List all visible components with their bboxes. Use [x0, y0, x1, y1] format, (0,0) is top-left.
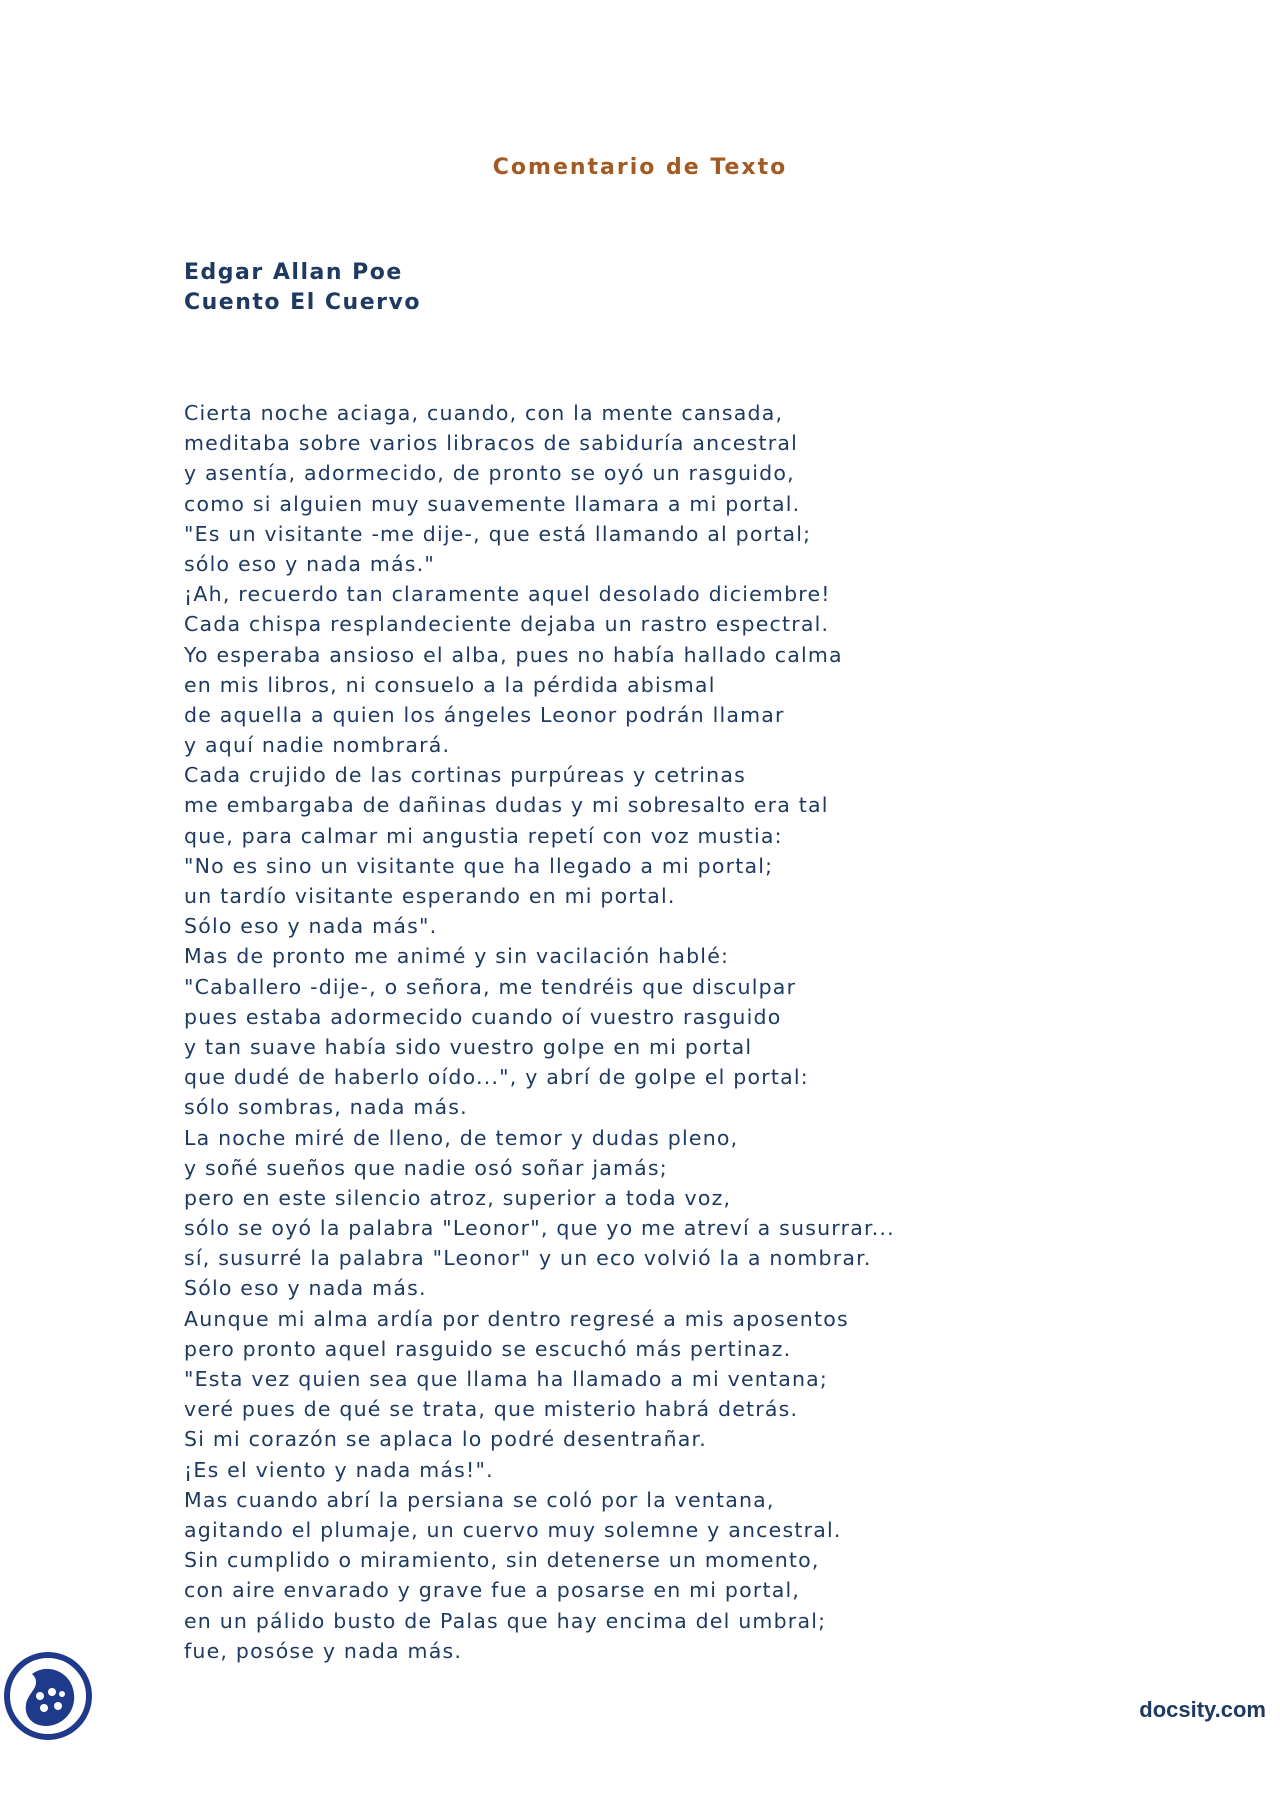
poem-line: Si mi corazón se aplaca lo podré desentrañar.: [184, 1427, 707, 1452]
poem-line: agitando el plumaje, un cuervo muy solemne y ancestral.: [184, 1517, 842, 1542]
poem-line: sólo eso y nada más.": [184, 551, 435, 576]
poem-line: que, para calmar mi angustia repetí con voz mustia:: [184, 823, 783, 848]
poem-line: pero pronto aquel rasguido se escuchó más pertinaz.: [184, 1336, 792, 1361]
poem-line: Yo esperaba ansioso el alba, pues no había hallado calma: [184, 642, 843, 667]
poem-line: con aire envarado y grave fue a posarse en mi portal,: [184, 1578, 801, 1603]
poem-line: La noche miré de lleno, de temor y dudas pleno,: [184, 1125, 739, 1150]
brand-link[interactable]: docsity.com: [1139, 1697, 1266, 1722]
docsity-logo-icon[interactable]: [2, 1650, 94, 1742]
poem-line: y aquí nadie nombrará.: [184, 733, 451, 758]
poem-line: Cada chispa resplandeciente dejaba un rastro espectral.: [184, 612, 830, 637]
poem-line: Mas cuando abrí la persiana se coló por la ventana,: [184, 1487, 775, 1512]
author-name: Edgar Allan Poe: [184, 260, 403, 285]
poem-body: [184, 398, 895, 1666]
poem-line: fue, posóse y nada más.: [184, 1638, 463, 1663]
poem-line: y soñé sueños que nadie osó soñar jamás;: [184, 1155, 668, 1180]
poem-line: Mas de pronto me animé y sin vacilación hablé:: [184, 944, 730, 969]
poem-line: "Esta vez quien sea que llama ha llamado a mi ventana;: [184, 1367, 829, 1391]
poem-line: ¡Es el viento y nada más!".: [184, 1457, 494, 1482]
document-subtitle: Cuento El Cuervo: [184, 290, 421, 315]
poem-line: sólo se oyó la palabra "Leonor", que yo me atreví a susurrar...: [184, 1216, 895, 1241]
poem-line: y asentía, adormecido, de pronto se oyó un rasguido,: [184, 461, 795, 486]
poem-line: Sólo eso y nada más.: [184, 1276, 427, 1301]
poem-line: sólo sombras, nada más.: [184, 1095, 468, 1120]
poem-line: un tardío visitante esperando en mi portal.: [184, 884, 676, 908]
poem-line: que dudé de haberlo oído...", y abrí de golpe el portal:: [184, 1065, 809, 1090]
poem-line: "Caballero -dije-, o señora, me tendréis que disculpar: [184, 974, 797, 999]
poem-line: Aunque mi alma ardía por dentro regresé a mis aposentos: [184, 1306, 849, 1331]
poem-line: Cada crujido de las cortinas purpúreas y cetrinas: [184, 763, 746, 788]
poem-line: pues estaba adormecido cuando oí vuestro rasguido: [184, 1004, 782, 1029]
poem-line: Sin cumplido o miramiento, sin detenerse un momento,: [184, 1548, 820, 1573]
poem-line: Cierta noche aciaga, cuando, con la mente cansada,: [184, 401, 784, 425]
poem-line: como si alguien muy suavemente llamara a mi portal.: [184, 491, 801, 516]
poem-line: sí, susurré la palabra "Leonor" y un eco volvió la a nombrar.: [184, 1246, 872, 1271]
poem-line: "No es sino un visitante que ha llegado a mi portal;: [184, 853, 774, 878]
poem-line: veré pues de qué se trata, que misterio habrá detrás.: [184, 1397, 799, 1422]
poem-line: Sólo eso y nada más".: [184, 914, 438, 939]
poem-line: "Es un visitante -me dije-, que está llamando al portal;: [184, 521, 812, 546]
poem-line: de aquella a quien los ángeles Leonor podrán llamar: [184, 702, 785, 727]
document-header: [184, 258, 421, 318]
poem-line: pero en este silencio atroz, superior a toda voz,: [184, 1185, 732, 1210]
poem-line: y tan suave había sido vuestro golpe en mi portal: [184, 1034, 753, 1059]
page-title: Comentario de Texto: [492, 155, 788, 180]
poem-line: meditaba sobre varios libracos de sabiduría ancestral: [184, 431, 799, 456]
poem-line: ¡Ah, recuerdo tan claramente aquel desolado diciembre!: [184, 582, 831, 607]
poem-line: en un pálido busto de Palas que hay encima del umbral;: [184, 1608, 827, 1633]
poem-line: en mis libros, ni consuelo a la pérdida abismal: [184, 672, 716, 697]
poem-line: me embargaba de dañinas dudas y mi sobresalto era tal: [184, 793, 829, 818]
